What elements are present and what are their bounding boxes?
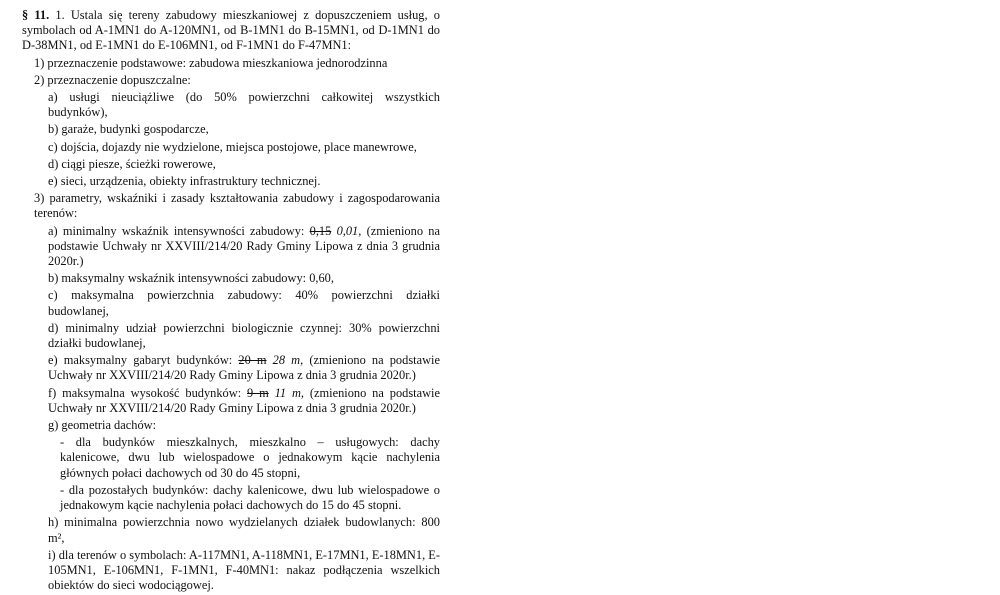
item-3: 3) parametry, wskaźniki i zasady kształtowania zabudowy i zagospodarowania terenów: bbox=[34, 191, 440, 221]
document-body bbox=[22, 8, 440, 595]
item-3e-new-value: 28 m, bbox=[266, 353, 304, 368]
paragraph-intro-text: 1. Ustala się tereny zabudowy mieszkaniowej z dopuszczeniem usług, o symbolach od A-1MN1 do A-120MN1, od B-1MN1 do B-15MN1, od D-1MN1 do D-38MN1, od E-1MN1 do E-106MN1, od F-1MN1 do F-47MN1: bbox=[22, 8, 440, 53]
item-3a-new-value: 0,01, bbox=[331, 223, 362, 238]
item-3e-old-value: 20 m bbox=[238, 353, 267, 368]
item-3g-2: - dla pozostałych budynków: dachy kalenicowe, dwu lub wielospadowe o jednakowym kącie nachylenia połaci dachowych do 15 do 45 stopni. bbox=[60, 482, 440, 513]
item-3e-note: (zmieniono na podstawie Uchwały nr XXVIII/214/20 Rady Gminy Lipowa z dnia 3 grudnia 2020r.) bbox=[48, 353, 440, 383]
item-3d: d) minimalny udział powierzchni biologicznie czynnej: 30% powierzchni działki budowlanej, bbox=[48, 320, 440, 351]
item-1: 1) przeznaczenie podstawowe: zabudowa mieszkaniowa jednorodzinna bbox=[34, 55, 388, 70]
item-2d: d) ciągi piesze, ścieżki rowerowe, bbox=[48, 156, 216, 171]
item-3a-text: a) minimalny wskaźnik intensywności zabudowy: bbox=[48, 223, 310, 238]
item-3c: c) maksymalna powierzchnia zabudowy: 40% powierzchni działki budowlanej, bbox=[48, 288, 440, 318]
item-3g: g) geometria dachów: bbox=[48, 418, 157, 433]
item-3f-note: (zmieniono na podstawie Uchwały nr XXVIII/214/20 Rady Gminy Lipowa z dnia 3 grudnia 2020r.) bbox=[48, 385, 440, 415]
item-3a bbox=[48, 224, 440, 270]
item-3g-1: - dla budynków mieszkalnych, mieszkalno – usługowych: dachy kalenicowe, dwu lub wielospadowe o jednakowym kącie nachylenia głównych połaci dachowych od 30 do 45 stopni, bbox=[60, 435, 440, 480]
paragraph-intro bbox=[22, 8, 440, 54]
item-2b: b) garaże, budynki gospodarcze, bbox=[48, 122, 209, 137]
item-3a-old-value: 0,15 bbox=[309, 223, 332, 238]
paragraph-symbol: § 11. bbox=[22, 8, 50, 22]
item-3h: h) minimalna powierzchnia nowo wydzielanych działek budowlanych: 800 m², bbox=[48, 515, 440, 545]
item-3f-text: f) maksymalna wysokość budynków: bbox=[48, 385, 248, 400]
item-3f-old-value: 9 m bbox=[247, 385, 269, 400]
item-3b: b) maksymalny wskaźnik intensywności zabudowy: 0,60, bbox=[48, 271, 334, 286]
item-2: 2) przeznaczenie dopuszczalne: bbox=[34, 72, 191, 87]
item-3a-note: (zmieniono na podstawie Uchwały nr XXVIII/214/20 Rady Gminy Lipowa z dnia 3 grudnia 2020r.) bbox=[48, 223, 440, 269]
item-2e: e) sieci, urządzenia, obiekty infrastruktury technicznej. bbox=[48, 174, 321, 189]
item-3i: i) dla terenów o symbolach: A-117MN1, A-118MN1, E-17MN1, E-18MN1, E-105MN1, E-106MN1, F-1MN1, F-40MN1: nakaz podłączenia wszelkich obiektów do sieci wodociągowej. bbox=[48, 547, 440, 593]
item-2c: c) dojścia, dojazdy nie wydzielone, miejsca postojowe, place manewrowe, bbox=[48, 139, 417, 154]
item-3f bbox=[48, 386, 440, 416]
item-2a: a) usługi nieuciążliwe (do 50% powierzchni całkowitej wszystkich budynków), bbox=[48, 90, 440, 120]
item-3e bbox=[48, 353, 440, 383]
item-3e-text: e) maksymalny gabaryt budynków: bbox=[48, 353, 239, 368]
item-3f-new-value: 11 m, bbox=[268, 385, 304, 400]
